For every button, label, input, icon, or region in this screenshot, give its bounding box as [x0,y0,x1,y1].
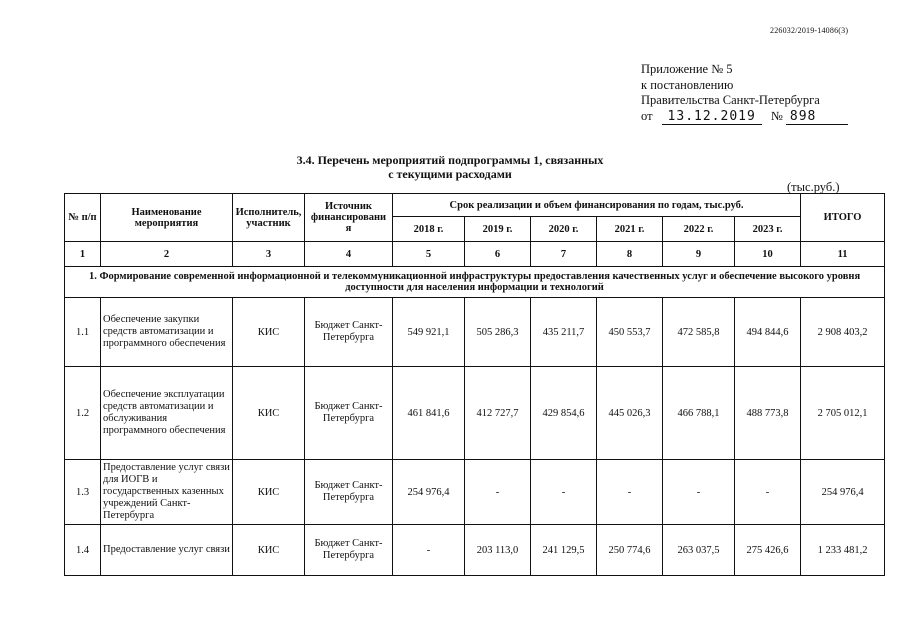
row-total: 1 233 481,2 [801,525,885,576]
row-value: 494 844,6 [735,298,801,367]
column-number: 5 [393,242,465,267]
document-number: 226032/2019-14086(3) [770,26,849,35]
row-value: - [465,460,531,525]
row-num: 1.4 [65,525,101,576]
document-title [250,153,650,181]
header-year: 2023 г. [735,217,801,242]
column-number: 8 [597,242,663,267]
resolution-number: 898 [786,109,848,126]
row-value: - [735,460,801,525]
row-executor: КИС [233,460,305,525]
row-value: 254 976,4 [393,460,465,525]
row-num: 1.1 [65,298,101,367]
column-number: 3 [233,242,305,267]
row-value: 275 426,6 [735,525,801,576]
row-value: 263 037,5 [663,525,735,576]
row-value: 472 585,8 [663,298,735,367]
title-line-1: 3.4. Перечень мероприятий подпрограммы 1, связанных [296,153,604,167]
row-value: 412 727,7 [465,367,531,460]
header-year: 2018 г. [393,217,465,242]
row-value: 435 211,7 [531,298,597,367]
row-num: 1.2 [65,367,101,460]
header-total: ИТОГО [801,194,885,242]
units-label: (тыс.руб.) [787,180,840,194]
column-number: 10 [735,242,801,267]
column-number: 9 [663,242,735,267]
table-row [65,525,885,576]
table-row [65,460,885,525]
column-number: 4 [305,242,393,267]
header-year: 2019 г. [465,217,531,242]
row-value: 450 553,7 [597,298,663,367]
row-total: 254 976,4 [801,460,885,525]
row-value: 203 113,0 [465,525,531,576]
activities-table [64,193,885,576]
row-source: Бюджет Санкт-Петербурга [305,298,393,367]
row-name: Предоставление услуг связи [101,525,233,576]
header-period: Срок реализации и объем финансирования по годам, тыс.руб. [393,194,801,217]
row-executor: КИС [233,298,305,367]
appendix-line-1: Приложение № 5 [641,62,733,76]
row-name: Предоставление услуг связи для ИОГВ и государственных казенных учреждений Санкт-Петербурга [101,460,233,525]
row-value: 505 286,3 [465,298,531,367]
header-year: 2022 г. [663,217,735,242]
title-line-2: с текущими расходами [388,167,512,181]
row-value: 445 026,3 [597,367,663,460]
row-total: 2 908 403,2 [801,298,885,367]
row-executor: КИС [233,525,305,576]
row-value: - [663,460,735,525]
appendix-line-3: Правительства Санкт-Петербурга [641,93,820,107]
from-label: от [641,108,653,123]
row-value: 466 788,1 [663,367,735,460]
table-row [65,367,885,460]
table-row [65,298,885,367]
row-value: - [531,460,597,525]
row-value: - [393,525,465,576]
header-year: 2020 г. [531,217,597,242]
row-value: 549 921,1 [393,298,465,367]
row-value: 461 841,6 [393,367,465,460]
header-num: № п/п [65,194,101,242]
header-name: Наименование мероприятия [101,194,233,242]
row-value: 429 854,6 [531,367,597,460]
row-num: 1.3 [65,460,101,525]
column-number-row [65,242,885,267]
appendix-line-2: к постановлению [641,77,734,92]
row-total: 2 705 012,1 [801,367,885,460]
row-value: 250 774,6 [597,525,663,576]
header-year: 2021 г. [597,217,663,242]
appendix-block [641,62,848,125]
appendix-date-line [641,109,848,126]
row-value: 488 773,8 [735,367,801,460]
row-name: Обеспечение закупки средств автоматизации и программного обеспечения [101,298,233,367]
column-number: 11 [801,242,885,267]
column-number: 2 [101,242,233,267]
column-number: 1 [65,242,101,267]
row-source: Бюджет Санкт-Петербурга [305,460,393,525]
row-value: 241 129,5 [531,525,597,576]
number-label: № [770,108,783,123]
section-title: 1. Формирование современной информационной и телекоммуникационной инфраструктуры предоставления качественных услуг и обеспечение высокого уровня доступности для населения информации и технологий [65,267,885,298]
row-value: - [597,460,663,525]
resolution-date: 13.12.2019 [662,109,762,126]
row-name: Обеспечение эксплуатации средств автоматизации и обслуживания программного обеспечения [101,367,233,460]
row-executor: КИС [233,367,305,460]
row-source: Бюджет Санкт-Петербурга [305,525,393,576]
header-source: Источник финансировани я [305,194,393,242]
header-executor: Исполнитель, участник [233,194,305,242]
row-source: Бюджет Санкт-Петербурга [305,367,393,460]
column-number: 6 [465,242,531,267]
column-number: 7 [531,242,597,267]
